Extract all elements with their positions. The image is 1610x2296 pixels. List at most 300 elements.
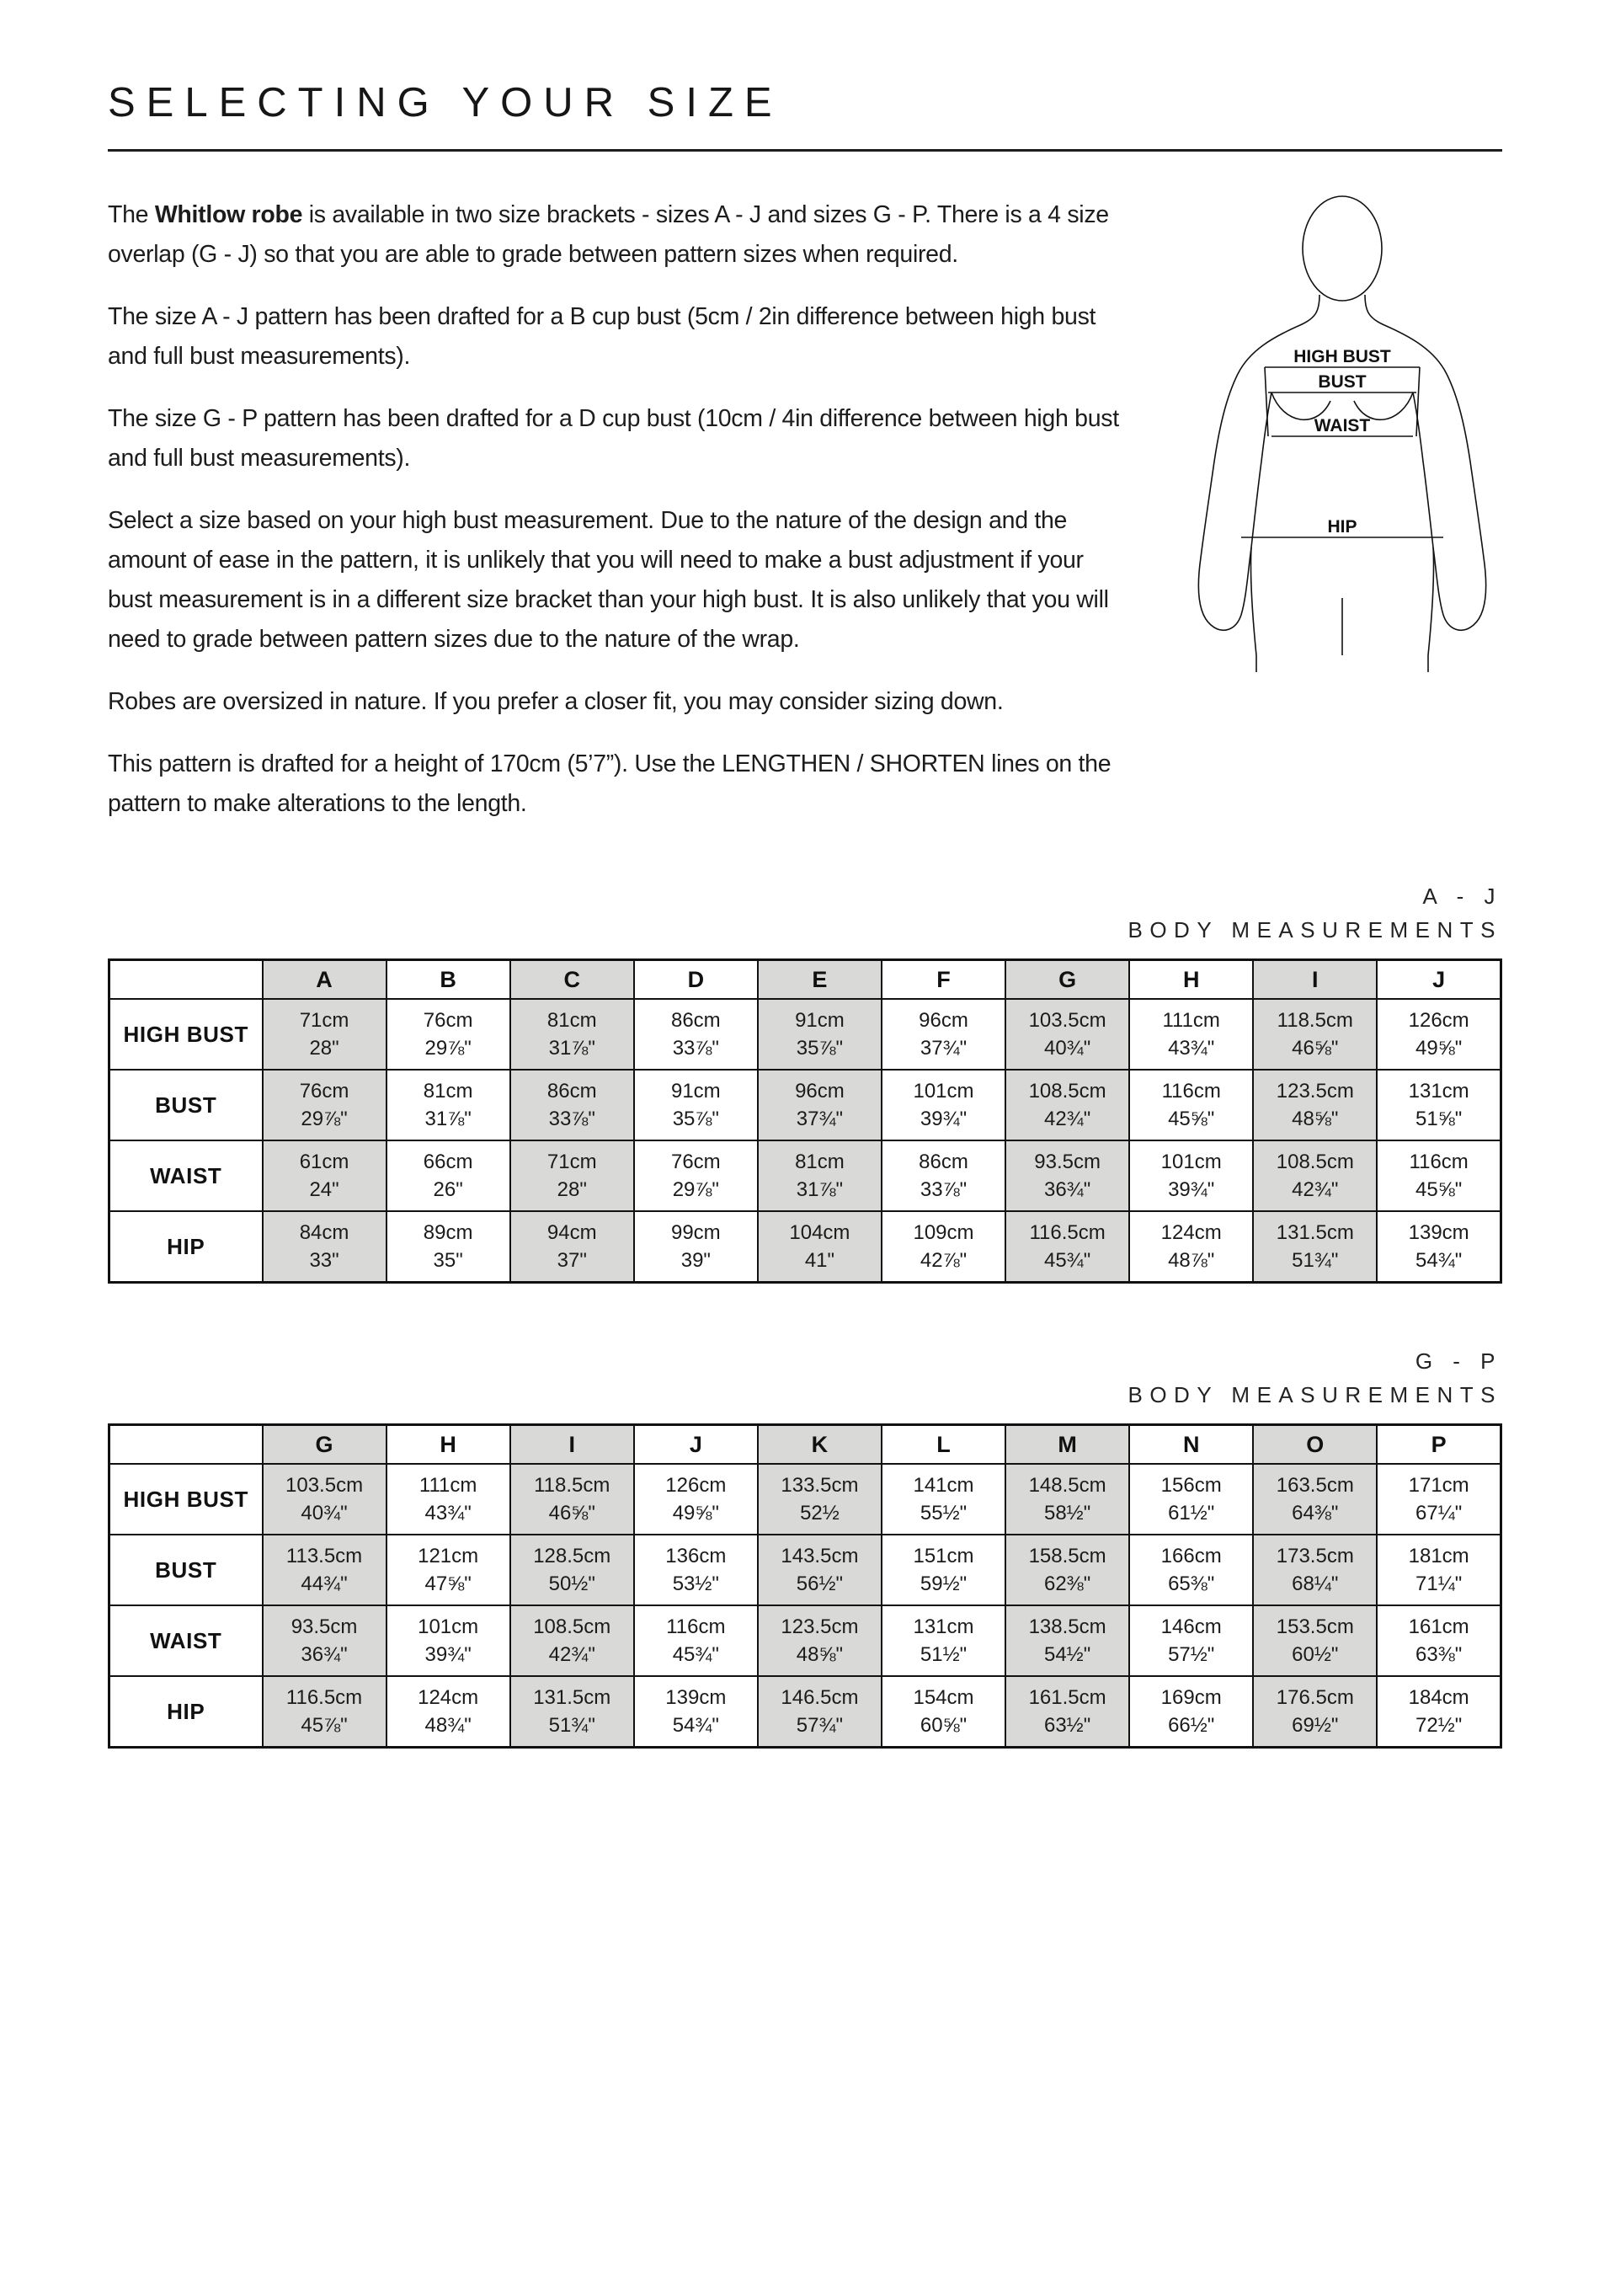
measurement-cell: [510, 1211, 634, 1283]
intro-section: [108, 195, 1502, 824]
figure-right-leg: [1428, 547, 1434, 672]
measurement-cell: [758, 1140, 882, 1211]
intro-paragraph: [108, 195, 1127, 275]
measurement-cm: 71cm: [299, 1009, 349, 1032]
intro-paragraph: [108, 399, 1127, 478]
size-column-header: H: [387, 1425, 510, 1465]
measurement-cm: 81cm: [795, 1151, 845, 1173]
measurement-cell: [1129, 1140, 1253, 1211]
measurement-inch: 37¾": [796, 1108, 844, 1130]
measurement-cm: 126cm: [1408, 1009, 1469, 1032]
measurement-cm: 71cm: [546, 1151, 597, 1173]
measurement-inch: 54¾": [672, 1714, 719, 1737]
measurement-cm: 146.5cm: [781, 1686, 859, 1709]
measurement-cm: 76cm: [423, 1009, 473, 1032]
size-column-header: I: [510, 1425, 634, 1465]
measurement-table-block: [108, 879, 1502, 1284]
measurement-cell: [263, 1140, 387, 1211]
measurement-cell: [387, 1464, 510, 1535]
measurement-inch: 29⅞": [424, 1037, 472, 1060]
measurement-cell: [1005, 1605, 1129, 1676]
measurement-cm: 118.5cm: [534, 1474, 610, 1497]
measurement-cell: [263, 1676, 387, 1748]
measurement-inch: 48¾": [424, 1714, 472, 1737]
measurement-inch: 28": [557, 1178, 587, 1201]
measurement-cell: [1253, 1535, 1377, 1605]
size-column-header: O: [1253, 1425, 1377, 1465]
measurement-cell: [1129, 1535, 1253, 1605]
measurement-cm: 101cm: [418, 1615, 479, 1638]
measurement-cell: [758, 1211, 882, 1283]
measurement-cm: 156cm: [1160, 1474, 1222, 1497]
measurement-cm: 76cm: [670, 1151, 721, 1173]
measurement-inch: 62⅜": [1043, 1572, 1091, 1595]
measurement-cell: [1129, 1676, 1253, 1748]
measurement-inch: 29⅞": [301, 1108, 348, 1130]
measurement-cell: [634, 1070, 758, 1140]
measurement-row-label: HIGH BUST: [109, 999, 263, 1070]
measurement-cell: [1129, 1605, 1253, 1676]
paragraph-text: This pattern is drafted for a height of 170cm (5’7”). Use the LENGTHEN / SHORTEN lines on the pattern to make alterations to the length.: [108, 750, 1112, 817]
size-column-header: P: [1377, 1425, 1501, 1465]
product-name: Whitlow robe: [154, 201, 303, 228]
measurement-inch: 44¾": [301, 1572, 348, 1595]
measurement-cell: [758, 1676, 882, 1748]
size-column-header: D: [634, 960, 758, 1000]
paragraph-text: is available in two size brackets - sizes A - J and sizes G - P. There is a 4 size overlap (G - J) so that you are able to grade between pattern sizes when required.: [108, 201, 1109, 268]
measurement-cell: [1377, 1535, 1501, 1605]
measurement-cell: [634, 1605, 758, 1676]
figure-left-torso: [1251, 392, 1271, 547]
measurement-row-label: WAIST: [109, 1605, 263, 1676]
measurement-cm: 153.5cm: [1276, 1615, 1354, 1638]
intro-paragraphs: [108, 195, 1127, 824]
measurement-inch: 65⅜": [1168, 1572, 1215, 1595]
measurement-inch: 46⅝": [1292, 1037, 1339, 1060]
measurement-cell: [510, 1070, 634, 1140]
table-size-range: A - J: [1422, 884, 1502, 909]
body-measurement-diagram: [1182, 184, 1502, 672]
paragraph-text: The size G - P pattern has been drafted for a D cup bust (10cm / 4in difference between high bust and full bust measurements).: [108, 405, 1119, 472]
measurement-cm: 104cm: [789, 1221, 850, 1244]
measurement-inch: 63⅜": [1415, 1643, 1463, 1666]
measurement-cell: [263, 1211, 387, 1283]
size-table: [108, 958, 1502, 1284]
measurement-cell: [758, 1535, 882, 1605]
measurement-inch: 46⅝": [548, 1502, 595, 1524]
measurement-inch: 48⅝": [1292, 1108, 1339, 1130]
measurement-cell: [882, 999, 1005, 1070]
figure-left-leg: [1250, 547, 1256, 672]
intro-paragraph: [108, 297, 1127, 376]
measurement-cell: [1005, 1535, 1129, 1605]
table-caption: [108, 1344, 1502, 1412]
measurement-inch: 47⅝": [424, 1572, 472, 1595]
measurement-cell: [882, 1140, 1005, 1211]
table-row: [109, 1070, 1501, 1140]
measurement-cell: [263, 1605, 387, 1676]
measurement-inch: 33⅞": [548, 1108, 595, 1130]
measurement-cm: 166cm: [1160, 1545, 1222, 1567]
measurement-cell: [758, 999, 882, 1070]
measurement-cm: 76cm: [299, 1080, 349, 1103]
measurement-inch: 29⅞": [672, 1178, 719, 1201]
measurement-cell: [634, 1676, 758, 1748]
measurement-inch: 72½": [1415, 1714, 1463, 1737]
measurement-inch: 45¾": [672, 1643, 719, 1666]
measurement-cell: [634, 1535, 758, 1605]
measurement-inch: 58½": [1043, 1502, 1091, 1524]
measurement-cm: 146cm: [1160, 1615, 1222, 1638]
measurement-cell: [510, 1605, 634, 1676]
measurement-row-label: HIGH BUST: [109, 1464, 263, 1535]
table-row: [109, 1676, 1501, 1748]
measurement-cell: [1377, 1211, 1501, 1283]
measurement-cm: 93.5cm: [1034, 1151, 1101, 1173]
measurement-cm: 111cm: [418, 1474, 477, 1497]
measurement-cm: 86cm: [670, 1009, 721, 1032]
measurement-cell: [510, 1464, 634, 1535]
measurement-cell: [387, 999, 510, 1070]
measurement-cm: 91cm: [670, 1080, 721, 1103]
measurement-inch: 45¾": [1043, 1249, 1091, 1272]
measurement-cm: 96cm: [795, 1080, 845, 1103]
measurement-inch: 42⅞": [920, 1249, 968, 1272]
measurement-cell: [1377, 999, 1501, 1070]
measurement-cell: [1253, 1211, 1377, 1283]
measurement-inch: 37": [557, 1249, 587, 1272]
size-column-header: I: [1253, 960, 1377, 1000]
measurement-inch: 43¾": [1168, 1037, 1215, 1060]
measurement-inch: 57¾": [796, 1714, 844, 1737]
measurement-cell: [1005, 1140, 1129, 1211]
measurement-cm: 138.5cm: [1028, 1615, 1106, 1638]
measurement-cell: [387, 1140, 510, 1211]
measurement-cm: 103.5cm: [1028, 1009, 1106, 1032]
figure-label-waist: WAIST: [1314, 416, 1371, 435]
measurement-inch: 35⅞": [796, 1037, 844, 1060]
measurement-cm: 131cm: [913, 1615, 974, 1638]
measurement-row-label: HIP: [109, 1211, 263, 1283]
measurement-cm: 173.5cm: [1276, 1545, 1354, 1567]
measurement-inch: 53½": [672, 1572, 719, 1595]
measurement-cm: 116cm: [1161, 1080, 1221, 1103]
measurement-cm: 113.5cm: [285, 1545, 363, 1567]
measurement-cell: [387, 1605, 510, 1676]
measurement-cell: [758, 1070, 882, 1140]
size-column-header: L: [882, 1425, 1005, 1465]
measurement-inch: 36¾": [301, 1643, 348, 1666]
measurement-cm: 139cm: [665, 1686, 727, 1709]
measurement-row-label: WAIST: [109, 1140, 263, 1211]
size-column-header: B: [387, 960, 510, 1000]
measurement-cm: 116cm: [1409, 1151, 1469, 1173]
measurement-inch: 66½": [1168, 1714, 1215, 1737]
measurement-inch: 42¾": [548, 1643, 595, 1666]
measurement-cell: [758, 1605, 882, 1676]
measurement-cm: 89cm: [423, 1221, 473, 1244]
measurement-cell: [263, 999, 387, 1070]
measurement-cm: 169cm: [1160, 1686, 1222, 1709]
measurement-cm: 139cm: [1408, 1221, 1469, 1244]
measurement-cell: [758, 1464, 882, 1535]
measurement-cell: [1253, 1605, 1377, 1676]
measurement-row-label: HIP: [109, 1676, 263, 1748]
measurement-cell: [1129, 1211, 1253, 1283]
measurement-cm: 86cm: [919, 1151, 968, 1173]
table-row: [109, 1140, 1501, 1211]
measurement-cell: [1377, 1140, 1501, 1211]
measurement-inch: 54¾": [1415, 1249, 1463, 1272]
measurement-cell: [387, 1070, 510, 1140]
measurement-cell: [882, 1464, 1005, 1535]
size-column-header: N: [1129, 1425, 1253, 1465]
measurement-inch: 40¾": [301, 1502, 348, 1524]
measurement-cm: 81cm: [546, 1009, 597, 1032]
measurement-cm: 131.5cm: [533, 1686, 611, 1709]
measurement-inch: 48⅞": [1168, 1249, 1215, 1272]
measurement-inch: 45⅝": [1415, 1178, 1463, 1201]
measurement-cm: 81cm: [423, 1080, 473, 1103]
measurement-cm: 181cm: [1408, 1545, 1469, 1567]
measurement-inch: 41": [804, 1249, 835, 1272]
measurement-cm: 131.5cm: [1276, 1221, 1354, 1244]
paragraph-text: Robes are oversized in nature. If you prefer a closer fit, you may consider sizing down.: [108, 688, 1004, 715]
measurement-row-label: BUST: [109, 1535, 263, 1605]
intro-paragraph: [108, 682, 1127, 722]
measurement-inch: 45⅝": [1168, 1108, 1215, 1130]
measurement-inch: 69½": [1292, 1714, 1339, 1737]
measurement-inch: 39¾": [424, 1643, 472, 1666]
measurement-cm: 124cm: [1160, 1221, 1222, 1244]
measurement-cell: [1129, 1070, 1253, 1140]
table-caption-text: BODY MEASUREMENTS: [1128, 1382, 1502, 1407]
measurement-cm: 123.5cm: [781, 1615, 859, 1638]
measurement-inch: 49⅝": [672, 1502, 719, 1524]
measurement-inch: 37¾": [920, 1037, 968, 1060]
measurement-cell: [882, 1605, 1005, 1676]
measurement-cm: 86cm: [546, 1080, 597, 1103]
measurement-cell: [1377, 1605, 1501, 1676]
measurement-cm: 161.5cm: [1028, 1686, 1106, 1709]
measurement-inch: 55½": [920, 1502, 968, 1524]
measurement-cell: [634, 1211, 758, 1283]
size-column-header: A: [263, 960, 387, 1000]
title-divider: [108, 149, 1502, 152]
measurement-inch: 71¼": [1415, 1572, 1463, 1595]
measurement-inch: 26": [433, 1178, 463, 1201]
measurement-inch: 36¾": [1043, 1178, 1091, 1201]
measurement-cm: 108.5cm: [1028, 1080, 1106, 1103]
measurement-inch: 51¾": [1292, 1249, 1339, 1272]
measurement-cell: [387, 1676, 510, 1748]
intro-paragraph: [108, 745, 1127, 824]
measurement-cm: 126cm: [665, 1474, 727, 1497]
measurement-cell: [1377, 1464, 1501, 1535]
measurement-inch: 35⅞": [672, 1108, 719, 1130]
table-caption: [108, 879, 1502, 947]
measurement-cell: [634, 999, 758, 1070]
measurement-cell: [263, 1070, 387, 1140]
measurement-inch: 60⅝": [920, 1714, 968, 1737]
paragraph-text: The: [108, 201, 155, 228]
measurement-inch: 59½": [920, 1572, 968, 1595]
measurement-cm: 101cm: [913, 1080, 974, 1103]
measurement-cm: 171cm: [1408, 1474, 1469, 1497]
measurement-inch: 57½": [1168, 1643, 1215, 1666]
measurement-inch: 64⅜": [1292, 1502, 1339, 1524]
table-size-range: G - P: [1415, 1348, 1502, 1374]
measurement-cm: 94cm: [546, 1221, 597, 1244]
table-row: [109, 1605, 1501, 1676]
measurement-cell: [1005, 1211, 1129, 1283]
table-row: [109, 1535, 1501, 1605]
measurement-inch: 39¾": [1168, 1178, 1215, 1201]
measurement-inch: 67¼": [1415, 1502, 1463, 1524]
measurement-cell: [263, 1464, 387, 1535]
measurement-cell: [634, 1464, 758, 1535]
measurement-cm: 184cm: [1408, 1686, 1469, 1709]
table-corner-cell: [109, 960, 263, 1000]
measurement-cm: 161cm: [1408, 1615, 1469, 1638]
measurement-cell: [1005, 999, 1129, 1070]
measurement-cell: [882, 1070, 1005, 1140]
measurement-inch: 45⅞": [301, 1714, 348, 1737]
size-column-header: E: [758, 960, 882, 1000]
measurement-inch: 56½": [796, 1572, 844, 1595]
measurement-inch: 60½": [1292, 1643, 1339, 1666]
intro-paragraph: [108, 501, 1127, 659]
measurement-cm: 91cm: [795, 1009, 845, 1032]
measurement-cm: 66cm: [423, 1151, 473, 1173]
measurement-inch: 24": [309, 1178, 339, 1201]
measurement-cm: 143.5cm: [781, 1545, 859, 1567]
measurement-cell: [634, 1140, 758, 1211]
measurement-inch: 48⅝": [796, 1643, 844, 1666]
table-header-row: [109, 1425, 1501, 1465]
size-column-header: M: [1005, 1425, 1129, 1465]
page-title: SELECTING YOUR SIZE: [108, 80, 783, 125]
measurement-cm: 124cm: [418, 1686, 479, 1709]
measurement-cell: [1377, 1676, 1501, 1748]
measurement-cm: 123.5cm: [1276, 1080, 1354, 1103]
measurement-cm: 128.5cm: [533, 1545, 611, 1567]
measurement-cm: 96cm: [919, 1009, 968, 1032]
measurement-inch: 51¾": [548, 1714, 595, 1737]
measurement-cm: 108.5cm: [1276, 1151, 1354, 1173]
measurement-cm: 101cm: [1160, 1151, 1222, 1173]
size-column-header: H: [1129, 960, 1253, 1000]
measurement-cm: 93.5cm: [291, 1615, 358, 1638]
measurement-inch: 63½": [1043, 1714, 1091, 1737]
measurement-cm: 61cm: [299, 1151, 349, 1173]
measurement-cell: [510, 1140, 634, 1211]
figure-right-arm: [1365, 295, 1486, 630]
measurement-cm: 163.5cm: [1276, 1474, 1354, 1497]
measurement-cm: 176.5cm: [1276, 1686, 1354, 1709]
measurement-cell: [1253, 1464, 1377, 1535]
figure-label-hip: HIP: [1327, 517, 1357, 537]
measurement-cm: 116.5cm: [285, 1686, 363, 1709]
size-table: [108, 1423, 1502, 1749]
measurement-cell: [510, 1676, 634, 1748]
measurement-cell: [1005, 1070, 1129, 1140]
measurement-inch: 33⅞": [672, 1037, 719, 1060]
figure-label-bust: BUST: [1318, 372, 1367, 392]
table-row: [109, 1464, 1501, 1535]
measurement-cell: [387, 1535, 510, 1605]
measurement-cell: [882, 1211, 1005, 1283]
measurement-inch: 52½: [800, 1502, 840, 1524]
measurement-inch: 43¾": [424, 1502, 472, 1524]
measurement-cm: 118.5cm: [1277, 1009, 1353, 1032]
measurement-cm: 158.5cm: [1028, 1545, 1106, 1567]
measurement-inch: 31⅞": [796, 1178, 844, 1201]
size-column-header: C: [510, 960, 634, 1000]
measurement-cell: [263, 1535, 387, 1605]
measurement-inch: 51½": [920, 1643, 968, 1666]
size-column-header: G: [1005, 960, 1129, 1000]
measurement-inch: 28": [309, 1037, 339, 1060]
measurement-inch: 35": [433, 1249, 463, 1272]
measurement-cell: [1005, 1676, 1129, 1748]
measurement-cm: 99cm: [670, 1221, 721, 1244]
figure-label-high-bust: HIGH BUST: [1293, 347, 1391, 366]
measurement-inch: 33": [309, 1249, 339, 1272]
measurement-inch: 68¼": [1292, 1572, 1339, 1595]
measurement-cell: [1253, 1070, 1377, 1140]
measurement-cm: 111cm: [1162, 1009, 1220, 1032]
measurement-cm: 154cm: [913, 1686, 974, 1709]
measurement-cell: [510, 999, 634, 1070]
measurement-cm: 133.5cm: [781, 1474, 859, 1497]
measurement-cell: [387, 1211, 510, 1283]
measurement-cell: [1129, 999, 1253, 1070]
measurement-inch: 31⅞": [424, 1108, 472, 1130]
measurement-inch: 54½": [1043, 1643, 1091, 1666]
figure-head: [1303, 196, 1382, 301]
measurement-inch: 50½": [548, 1572, 595, 1595]
measurement-cm: 109cm: [913, 1221, 974, 1244]
measurement-cm: 108.5cm: [533, 1615, 611, 1638]
measurement-inch: 49⅝": [1415, 1037, 1463, 1060]
size-column-header: F: [882, 960, 1005, 1000]
table-row: [109, 1211, 1501, 1283]
measurement-cm: 136cm: [665, 1545, 727, 1567]
size-column-header: J: [634, 1425, 758, 1465]
measurement-inch: 31⅞": [548, 1037, 595, 1060]
size-column-header: J: [1377, 960, 1501, 1000]
measurement-inch: 42¾": [1043, 1108, 1091, 1130]
measurement-cm: 116.5cm: [1029, 1221, 1106, 1244]
measurement-cell: [1005, 1464, 1129, 1535]
measurement-cm: 141cm: [913, 1474, 974, 1497]
table-caption-text: BODY MEASUREMENTS: [1128, 917, 1502, 942]
measurement-cell: [510, 1535, 634, 1605]
measurement-cm: 131cm: [1408, 1080, 1469, 1103]
figure-right-torso: [1413, 392, 1433, 547]
size-column-header: K: [758, 1425, 882, 1465]
size-column-header: G: [263, 1425, 387, 1465]
measurement-cell: [1129, 1464, 1253, 1535]
measurement-cm: 84cm: [299, 1221, 349, 1244]
measurement-cell: [1253, 1140, 1377, 1211]
measurement-inch: 33⅞": [920, 1178, 968, 1201]
measurement-cell: [882, 1676, 1005, 1748]
measurement-cm: 116cm: [666, 1615, 726, 1638]
measurement-cm: 121cm: [418, 1545, 479, 1567]
measurement-cm: 151cm: [913, 1545, 974, 1567]
